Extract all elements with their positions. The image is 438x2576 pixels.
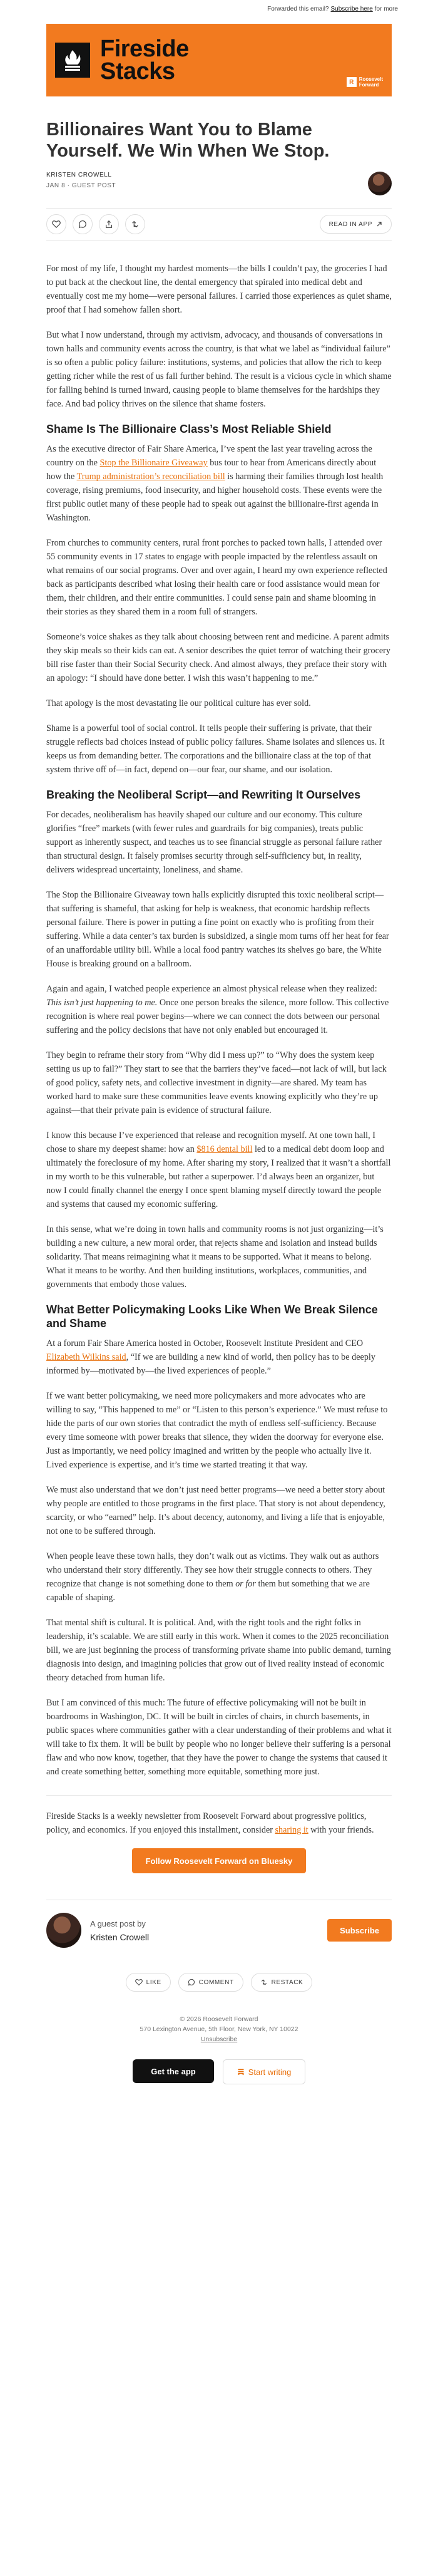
paragraph: For most of my life, I thought my hardest moments—the bills I couldn’t pay, the groceries I had to put back at the checkout line, the dental emergency that spiraled into medical debt and eventually cost me my home—were personal failures. I carried those experiences as quiet shame, proof that I had somehow fallen short.	[46, 264, 392, 315]
address: 570 Lexington Avenue, 5th Floor, New York, NY 10022	[140, 2025, 298, 2033]
paragraph-text: is harming their families through lost health coverage, rising premiums, food insecurity, and higher household costs. These events were the first public outlet many of these people had to speak out against the billionaire-first agenda in Washington.	[46, 472, 384, 523]
like-label: LIKE	[146, 1979, 161, 1986]
rf-line-2: Forward	[359, 82, 379, 88]
guest-author-name[interactable]: Kristen Crowell	[90, 1932, 150, 1942]
paragraph	[46, 442, 392, 525]
heart-icon	[135, 1979, 143, 1986]
brand-line-2: Stacks	[100, 58, 175, 85]
comment-icon[interactable]	[73, 214, 93, 234]
brand-line-1: Fireside	[100, 36, 189, 62]
paragraph: From churches to community centers, rural front porches to packed town halls, I attended over 55 community events in 17 states to engage with people impacted by the relentless assault on what remains of our social programs. Over and over again, I heard my own experience reflected back as participants described what losing their health care or food assistance would mean for them, their children, and their entire communities. I could sense pain and shame blooming in their stories as they shared them in a room full of strangers.	[46, 538, 387, 617]
divider	[46, 1795, 392, 1796]
post-body	[46, 262, 392, 1837]
brand-name	[100, 38, 189, 83]
dental-bill-link[interactable]: $816 dental bill	[196, 1144, 253, 1154]
paragraph: Someone’s voice shakes as they talk about choosing between rent and medicine. A parent admits they skip meals so their kids can eat. A senior describes the quiet terror of watching their grocery bill rise faster than their Social Security check. And almost always, they preface their story with an apology: “I should have done better. I wish this wasn’t happening to me.”	[46, 632, 390, 683]
rf-line-1: Roosevelt	[359, 76, 383, 82]
external-arrow-icon	[376, 221, 382, 227]
roosevelt-forward-logo	[347, 76, 383, 88]
subscribe-button[interactable]: Subscribe	[327, 1919, 392, 1942]
rf-text	[359, 76, 383, 88]
paragraph-text: Again and again, I watched people experience an almost physical release when they realized:	[46, 984, 377, 994]
emphasis-text: or for	[235, 1579, 256, 1589]
author-avatar[interactable]	[368, 172, 392, 195]
header-banner[interactable]	[46, 24, 392, 96]
guest-post-card	[46, 1900, 392, 1948]
paragraph	[46, 1549, 392, 1605]
paragraph-text: When people leave these town halls, they don’t walk out as victims. They walk out as authors who understand their story differently. They see how their struggle connects to others. They recognize that change is not something done to them	[46, 1551, 379, 1589]
fire-logo-icon	[55, 43, 90, 78]
copyright: © 2026 Roosevelt Forward	[180, 2015, 258, 2023]
restack-arrows-icon	[260, 1979, 268, 1986]
section-heading: Shame Is The Billionaire Class’s Most Reliable Shield	[46, 423, 332, 435]
post-actions	[46, 1973, 392, 1992]
post-toolbar	[46, 208, 392, 241]
read-in-app-button[interactable]	[320, 215, 392, 234]
byline	[46, 172, 392, 195]
guest-author-avatar[interactable]	[46, 1913, 81, 1948]
follow-bluesky-button[interactable]: Follow Roosevelt Forward on Bluesky	[132, 1848, 307, 1873]
forward-note-text: Forwarded this email?	[267, 5, 329, 13]
like-icon[interactable]	[46, 214, 66, 234]
section-heading: What Better Policymaking Looks Like When We Break Silence and Shame	[46, 1303, 378, 1330]
get-the-app-button[interactable]: Get the app	[133, 2059, 214, 2083]
restack-label: RESTACK	[271, 1979, 303, 1986]
paragraph-text: them but something that we are capable of shaping.	[46, 1579, 370, 1603]
share-icon[interactable]	[99, 214, 119, 234]
rf-mark-icon: R	[347, 77, 357, 87]
paragraph: But what I now understand, through my activism, advocacy, and thousands of conversations in town halls and community events across the country, is that what we label as “individual failure” is so often a public policy failure: institutions, systems, and policies that allow the rich to keep getting richer while the rest of us fall further behind. The result is a vicious cycle in which shame for falling behind is turned inward, causing people to blame themselves for the hardships they face. And bad policy thrives on the silence that shame fosters.	[46, 330, 392, 409]
paragraph: They begin to reframe their story from “Why did I mess up?” to “Why does the system keep setting us up to fail?” They start to see that the barriers they’ve faced—not lack of will, but lack of good policy, safety nets, and collective investment in dignity—are shared. My team has worked hard to make sure these communities leave events knowing explicitly who they’re up against—that their private pain is evidence of structural failure.	[46, 1050, 387, 1115]
comment-label: COMMENT	[198, 1979, 234, 1986]
post-title[interactable]: Billionaires Want You to Blame Yourself. We Win When We Stop.	[46, 120, 330, 161]
paragraph: In this sense, what we’re doing in town halls and community rooms is not just organizing—it’s building a new culture, a new moral order, that rejects shame and isolation and instead builds solidarity. That means reimagining what it means to be supported. What it means to belong. What it means to be worthy. And then building institutions, workplaces, communities, and governments that embody those values.	[46, 1224, 384, 1290]
paragraph: That apology is the most devastating lie our political culture has ever sold.	[46, 698, 311, 708]
paragraph-text: Fireside Stacks is a weekly newsletter from Roosevelt Forward about progressive politics, policy, and economics. If you enjoyed this installment, consider	[46, 1811, 367, 1835]
stop-billionaire-giveaway-link[interactable]: Stop the Billionaire Giveaway	[99, 458, 208, 468]
author-name[interactable]: KRISTEN CROWELL	[46, 172, 112, 178]
paragraph	[46, 1337, 392, 1378]
paragraph	[46, 1809, 392, 1837]
paragraph-text: At a forum Fair Share America hosted in October, Roosevelt Institute President and CEO	[46, 1338, 364, 1348]
read-in-app-label: READ IN APP	[328, 220, 372, 228]
paragraph	[46, 1129, 392, 1211]
restack-button[interactable]	[251, 1973, 313, 1992]
paragraph-text: with your friends.	[308, 1825, 374, 1835]
post-date: JAN 8 · GUEST POST	[46, 182, 116, 189]
paragraph	[46, 982, 392, 1037]
like-button[interactable]	[126, 1973, 171, 1992]
start-writing-button[interactable]	[223, 2059, 305, 2084]
unsubscribe-link[interactable]: Unsubscribe	[200, 2035, 238, 2043]
sharing-it-link[interactable]: sharing it	[275, 1825, 308, 1835]
forward-note-suffix: for more	[374, 5, 398, 13]
paragraph-text: I know this because I’ve experienced that release and recognition myself. At one town hall, I chose to share my deepest shame: how an	[46, 1130, 375, 1154]
paragraph: We must also understand that we don’t just need better programs—we need a better story about why people are entitled to those programs in the first place. That story is not about dependency, scarcity, or who “earned” help. It’s about decency, autonomy, and living a life that is enjoyable, not one to be suffered through.	[46, 1485, 385, 1536]
paragraph-text: As the executive director of Fair Share America, I’ve spent the last year traveling across the country on the	[46, 444, 372, 468]
paragraph: If we want better policymaking, we need more policymakers and more advocates who are willing to say, “This happened to me” or “Listen to this person’s experience.” We must refuse to hide the parts of our own stories that contradict the myth of endless self-sufficiency. Because every time someone with power breaks that silence, they widen the doorway for everyone else. Just as importantly, we need policy imagined and written by the people who actually live it. Lived experience is expertise, and it’s time we started treating it that way.	[46, 1391, 388, 1470]
section-heading: Breaking the Neoliberal Script—and Rewriting It Ourselves	[46, 789, 361, 801]
footer	[46, 2014, 392, 2044]
paragraph: The Stop the Billionaire Giveaway town halls explicitly disrupted this toxic neoliberal script—that suffering is shameful, that asking for help is weakness, that economic hardship reflects personal failure. There is power in putting a fine point on exactly who is profiting from their suffering. While a data center’s tax burden is subsidized, a single mom turns off her heat for fear of an unaffordable utility bill. While a local food pantry watches its shelves go bare, the White House is breaking ground on a ballroom.	[46, 890, 389, 969]
paragraph-text: led to a medical debt doom loop and ultimately the foreclosure of my home. After sharing my story, I realized that it wasn’t a shortfall in my worth to be this vulnerable, but rather a superpower. I’d always been an organizer, but now I could finally channel the energy I once spent blaming myself directly toward the people and systems that caused my economic suffering.	[46, 1144, 391, 1209]
reconciliation-bill-link[interactable]: Trump administration’s reconciliation bill	[76, 472, 225, 482]
guest-label: A guest post by	[90, 1918, 146, 1928]
subscribe-link[interactable]: Subscribe here	[330, 5, 373, 13]
start-writing-label: Start writing	[248, 2067, 292, 2077]
paragraph: Shame is a powerful tool of social control. It tells people their suffering is private, that their struggle reflects bad choices instead of public policy failures. Shame isolates and silences us. It keeps us from demanding better. The corporations and the billionaire class at the top of that system thrive off of—in fact, depend on—our fear, our shame, and our isolation.	[46, 723, 385, 775]
forward-note	[0, 0, 438, 18]
substack-icon	[237, 2068, 245, 2076]
paragraph-text: , “If we are building a new kind of world, then policy has to be deeply informed by—motivated by—the lived experiences of people.”	[46, 1352, 375, 1376]
comment-bubble-icon	[188, 1979, 195, 1986]
comment-button[interactable]	[178, 1973, 243, 1992]
paragraph: That mental shift is cultural. It is political. And, with the right tools and the right folks in leadership, it’s scalable. We are still early in this work. When it comes to the 2025 reconciliation bill, we are just beginning the process of transforming private shame into public demand, turning diagnosis into design, and imagining policies that grow out of lived reality instead of economic theory detached from human life.	[46, 1618, 391, 1683]
paragraph-text: Once one person breaks the silence, more follow. This collective recognition is where real power begins—where we can connect the dots between our personal suffering and the policy decisions that have not only enabled but encouraged it.	[46, 998, 389, 1035]
paragraph: For decades, neoliberalism has heavily shaped our culture and our economy. This culture glorifies “free” markets (with fewer rules and guardrails for big companies), treats public support as inherently suspect, and teaches us to see financial struggle as personal failure rather than structural design. It falsely promises security through self-sufficiency but, in reality, delivers widespread uncertainty, loneliness, and shame.	[46, 810, 382, 875]
emphasis-text: This isn’t just happening to me.	[46, 998, 158, 1008]
app-buttons	[46, 2059, 392, 2084]
paragraph: But I am convinced of this much: The future of effective policymaking will not be built in boardrooms in Washington, DC. It will be built in circles of chairs, in church basements, in public spaces where communities gather with a clear understanding of their problems and what it will take to fix them. It will be built by people who no longer believe their suffering is a personal flaw and who now know, together, that they have the power to change the systems that caused it and create something better, something more equitable, something more just.	[46, 1698, 392, 1777]
elizabeth-wilkins-link[interactable]: Elizabeth Wilkins said	[46, 1352, 126, 1362]
paragraph-text: bus tour to hear from Americans directly about how the	[46, 458, 377, 482]
restack-icon[interactable]	[125, 214, 145, 234]
